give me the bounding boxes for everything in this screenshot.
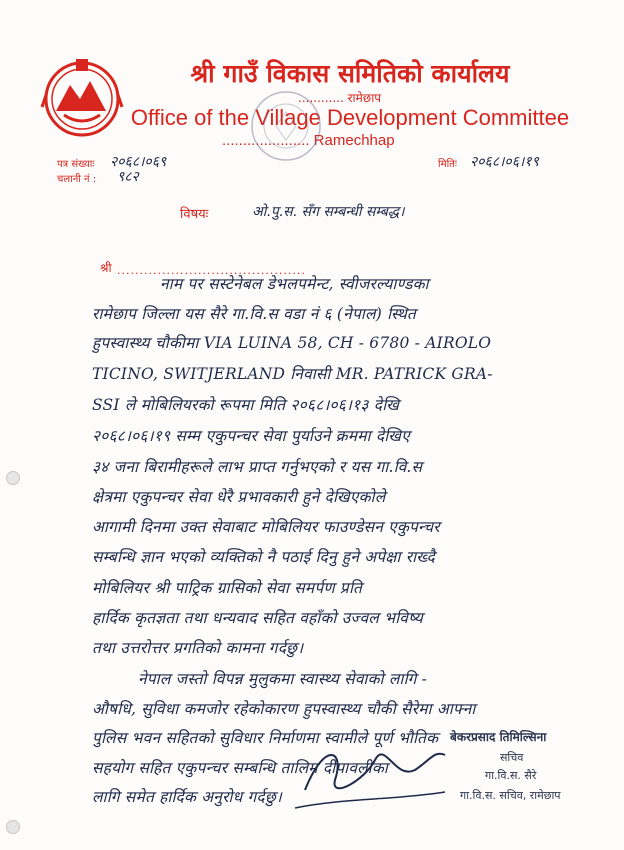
addressee-dots: ..........................................	[117, 264, 306, 277]
signature-mark-icon	[285, 720, 455, 820]
round-seal-icon	[246, 82, 326, 170]
body-line: TICINO, SWITJERLAND निवासी MR. PATRICK GRA-	[92, 365, 493, 383]
miti-value: २०६८।०६।१९	[470, 154, 539, 170]
chalani-label: चलानी नं :	[57, 174, 97, 185]
body-line: औषधि, सुविधा कमजोर रहेकोकारण हुपस्वास्थ्य चौकी सैरेमा आफ्ना	[92, 700, 476, 718]
body-line: नेपाल जस्तो विपन्न मुलुकमा स्वास्थ्य सेवाको लागि -	[138, 670, 428, 688]
signer-name: बेकरप्रसाद तिमिल्सिना	[450, 730, 547, 744]
office-title-english: Office of the Village Development Committee	[130, 105, 570, 130]
signer-office: गा.वि.स. सैरे	[485, 769, 537, 782]
office-title-nepali: श्री गाउँ विकास समितिको कार्यालय	[190, 59, 510, 88]
signer-title: गा.वि.स. सचिव, रामेछाप	[460, 789, 561, 802]
punch-hole	[6, 471, 20, 485]
body-line: २०६८।०६।१९ सम्म एकुपन्चर सेवा पुर्याउने क्रममा देखिए	[92, 427, 410, 445]
body-line: हुपस्वास्थ्य चौकीमा VIA LUINA 58, CH - 6780 - AIROLO	[92, 334, 492, 352]
signer-role: सचिव	[500, 751, 524, 764]
patra-value: २०६८।०६९	[110, 154, 167, 170]
chalani-value: ९८२	[117, 169, 139, 185]
body-line: नाम पर सस्टेनेबल डेभलपमेन्ट, स्वीजरल्याण्डका	[160, 275, 429, 293]
signature-stamp	[440, 726, 600, 822]
office-place-nepali: ............ रामेछाप	[298, 91, 382, 105]
body-line: सम्बन्धि ज्ञान भएको व्यक्तिको नै पठाई दिनु हुने अपेक्षा राख्दै	[92, 548, 435, 566]
body-line: सहयोग सहित एकुपन्चर सम्बन्धि तालिम दीपावलीका	[92, 759, 388, 777]
subject-label: विषयः	[180, 207, 209, 222]
body-line: रामेछाप जिल्ला यस सैरे गा.वि.स वडा नं ६ (नेपाल) स्थित	[92, 305, 416, 323]
nepal-emblem-icon	[40, 55, 124, 139]
office-place-english: ..................... Ramechhap	[222, 132, 395, 149]
patra-label: पत्र संख्याः	[57, 159, 95, 170]
body-line: SSI ले मोबिलियरको रूपमा मिति २०६८।०६।१३ देखि	[92, 396, 400, 414]
addressee-label: श्री	[100, 261, 112, 275]
punch-hole	[6, 820, 20, 834]
miti-label: मितिः	[438, 159, 457, 170]
body-line: हार्दिक कृतज्ञता तथा धन्यवाद सहित वहाँको उज्वल भविष्य	[92, 609, 423, 627]
body-line: क्षेत्रमा एकुपन्चर सेवा धेरै प्रभावकारी हुने देखिएकोले	[92, 488, 386, 506]
body-line: तथा उत्तरोत्तर प्रगतिको कामना गर्दछु।	[92, 639, 304, 657]
body-line: पुलिस भवन सहितको सुविधार निर्माणमा स्वामीले पूर्ण भौतिक	[92, 729, 439, 747]
body-line: मोबिलियर श्री पाट्रिक ग्रासिको सेवा समर्पण प्रति	[92, 579, 363, 597]
body-line: ३४ जना बिरामीहरूले लाभ प्राप्त गर्नुभएको र यस गा.वि.स	[92, 458, 423, 476]
body-line: आगामी दिनमा उक्त सेवाबाट मोबिलियर फाउण्डेसन एकुपन्चर	[92, 518, 440, 536]
subject-text: ओ.पु.स. सँग सम्बन्धी सम्बद्ध।	[252, 204, 405, 220]
body-line: लागि समेत हार्दिक अनुरोध गर्दछु।	[92, 788, 282, 806]
